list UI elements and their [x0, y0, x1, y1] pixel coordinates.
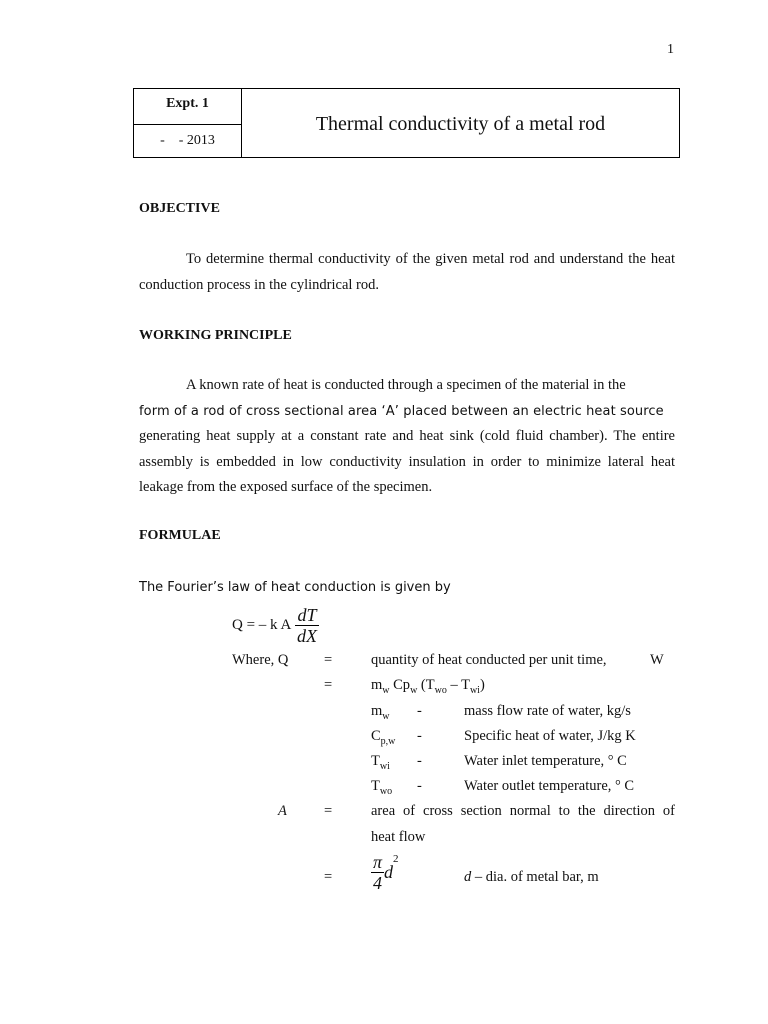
page-number: 1 — [667, 42, 674, 57]
pi-over-4-fraction — [371, 852, 384, 893]
where-label: Where, Q — [232, 652, 289, 668]
var-dash: - — [417, 778, 422, 794]
dt-dx-fraction — [295, 605, 319, 646]
two-subscript: wo — [434, 684, 447, 696]
area-symbol: A — [278, 803, 287, 819]
objective-paragraph — [139, 247, 675, 298]
working-principle-line-1: A known rate of heat is conducted through a specimen of the material in the — [186, 377, 626, 393]
var-desc-twi: Water inlet temperature, ° C — [464, 753, 627, 769]
var-dash: - — [417, 728, 422, 744]
diameter-text: – dia. of metal bar, m — [471, 869, 599, 885]
var-symbol-two: $T_{wo}$ — [371, 778, 393, 797]
pi-symbol: π — [373, 852, 383, 872]
header-divider-horizontal — [134, 124, 241, 125]
close-paren: ) — [479, 677, 485, 693]
diameter-description — [464, 869, 599, 886]
mass-cp-expression — [371, 677, 485, 696]
fourier-equation — [232, 605, 319, 646]
area-description: area of cross section normal to the direction of — [371, 803, 675, 819]
t-open: (T — [417, 677, 435, 693]
m-subscript: w — [382, 684, 390, 696]
q-description: quantity of heat conducted per unit time, — [371, 652, 607, 668]
equals-sign: = — [324, 677, 333, 693]
d-variable: d — [464, 869, 472, 885]
working-principle-rest: generating heat supply at a constant rate and heat sink (cold fluid chamber). The entire assembly is embedded in low conductivity insulation in order to minimize lateral heat leakage from the exposed surface of the specimen. — [139, 428, 675, 495]
objective-heading: OBJECTIVE — [139, 201, 220, 216]
var-desc-two: Water outlet temperature, ° C — [464, 778, 635, 794]
d-symbol: d — [384, 862, 394, 882]
objective-text: To determine thermal conductivity of the given metal rod and understand the heat conduction process in the cylindrical rod. — [139, 251, 675, 293]
var-desc-mw: mass flow rate of water, kg/s — [464, 703, 631, 719]
d-exponent: 2 — [393, 853, 399, 866]
fraction-denominator: dX — [297, 626, 318, 646]
var-dash: - — [417, 753, 422, 769]
working-principle-line-2: form of a rod of cross sectional area ‘A’ placed between an electric heat source — [139, 403, 664, 419]
four-denominator: 4 — [373, 873, 383, 893]
area-description-cont: heat flow — [371, 829, 426, 845]
var-desc-cpw: Specific heat of water, J/kg K — [464, 728, 636, 744]
twi-subscript: wi — [469, 684, 480, 696]
minus-t: – T — [446, 677, 470, 693]
var-dash: - — [417, 703, 422, 719]
cp-subscript: w — [410, 684, 418, 696]
var-symbol-mw: $m_w$ — [371, 703, 390, 722]
fraction-numerator: dT — [295, 605, 319, 626]
working-principle-paragraph — [139, 373, 675, 501]
formulae-heading: FORMULAE — [139, 528, 221, 543]
m-symbol: m — [371, 677, 383, 693]
experiment-title: Thermal conductivity of a metal rod — [315, 113, 606, 135]
equals-sign: = — [324, 869, 333, 885]
working-principle-heading: WORKING PRINCIPLE — [139, 328, 292, 343]
q-unit: W — [650, 652, 664, 668]
cp-symbol: Cp — [389, 677, 411, 693]
equals-sign: = — [324, 803, 333, 819]
experiment-date: - - 2013 — [160, 133, 215, 148]
experiment-number: Expt. 1 — [166, 96, 209, 111]
var-symbol-cpw: $C_{p,w}$ — [371, 728, 396, 747]
var-symbol-twi: $T_{wi}$ — [371, 753, 390, 772]
fourier-intro: The Fourier’s law of heat conduction is given by — [139, 580, 451, 595]
equals-sign: = — [324, 652, 333, 668]
experiment-header-box — [133, 88, 680, 158]
equation-lhs: Q = – k A — [232, 617, 292, 633]
area-formula — [371, 852, 399, 893]
